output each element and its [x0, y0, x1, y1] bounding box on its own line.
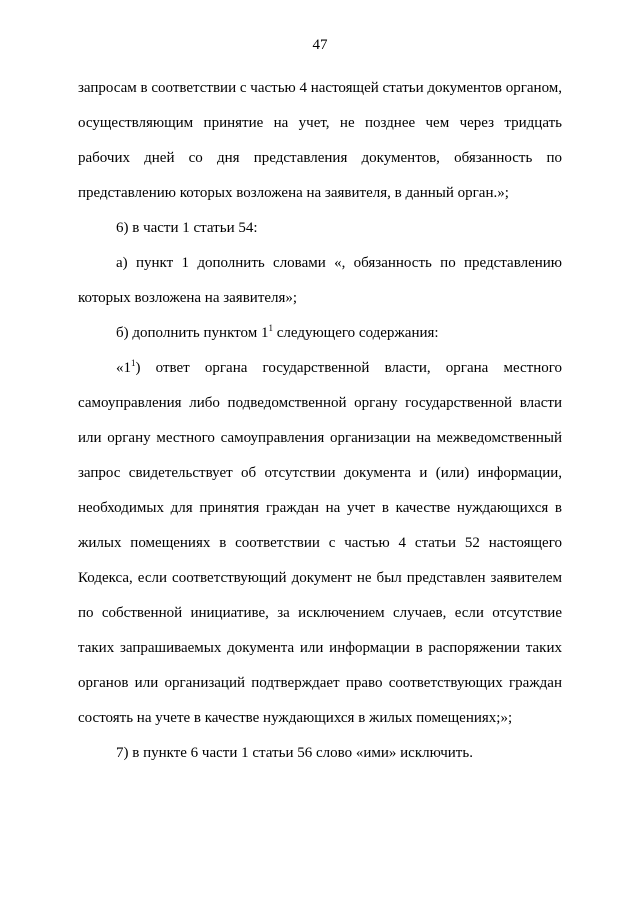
- text-line: запросам в соответствии с частью 4 настоящей статьи документов органом,: [78, 80, 563, 96]
- text-line: [78, 360, 562, 377]
- text-line: а) пункт 1 дополнить словами «, обязанность по представлению: [116, 255, 562, 271]
- text-fragment: следующего содержания:: [272, 325, 439, 341]
- text-line: таких запрашиваемых документа или информации в распоряжении таких: [78, 640, 562, 656]
- text-line: необходимых для принятия граждан на учет в качестве нуждающихся в: [78, 500, 562, 516]
- text-line: которых возложена на заявителя»;: [78, 290, 298, 306]
- text-line: запрос свидетельствует об отсутствии документа и (или) информации,: [78, 465, 562, 481]
- text-line: 7) в пункте 6 части 1 статьи 56 слово «ими» исключить.: [116, 745, 473, 761]
- text-line: [78, 325, 562, 342]
- text-line: жилых помещениях в соответствии с частью 4 статьи 52 настоящего: [78, 535, 562, 551]
- page-number: 47: [312, 37, 328, 53]
- body-text: [78, 80, 562, 762]
- text-line: 6) в части 1 статьи 54:: [116, 220, 258, 236]
- text-fragment: б) дополнить пунктом 1: [116, 325, 269, 341]
- text-line: органов или организаций подтверждает право соответствующих граждан: [78, 675, 562, 691]
- text-fragment: [116, 360, 136, 377]
- text-line: или органу местного самоуправления организации на межведомственный: [78, 430, 562, 446]
- text-line: Кодекса, если соответствующий документ не был представлен заявителем: [78, 570, 562, 586]
- text-line: рабочих дней со дня представления документов, обязанность по: [78, 150, 562, 166]
- superscript: 1: [131, 358, 136, 368]
- text-line: представлению которых возложена на заявителя, в данный орган.»;: [78, 185, 509, 201]
- superscript: 1: [268, 323, 273, 333]
- text-fragment: ) ответ органа государственной власти, органа местного: [135, 360, 562, 376]
- text-line: по собственной инициативе, за исключением случаев, если отсутствие: [78, 605, 562, 621]
- text-line: состоять на учете в качестве нуждающихся в жилых помещениях;»;: [78, 710, 513, 726]
- text-fragment-start: «1: [116, 360, 131, 376]
- text-line: самоуправления либо подведомственной органу государственной власти: [78, 395, 562, 411]
- text-line: осуществляющим принятие на учет, не позднее чем через тридцать: [78, 115, 562, 131]
